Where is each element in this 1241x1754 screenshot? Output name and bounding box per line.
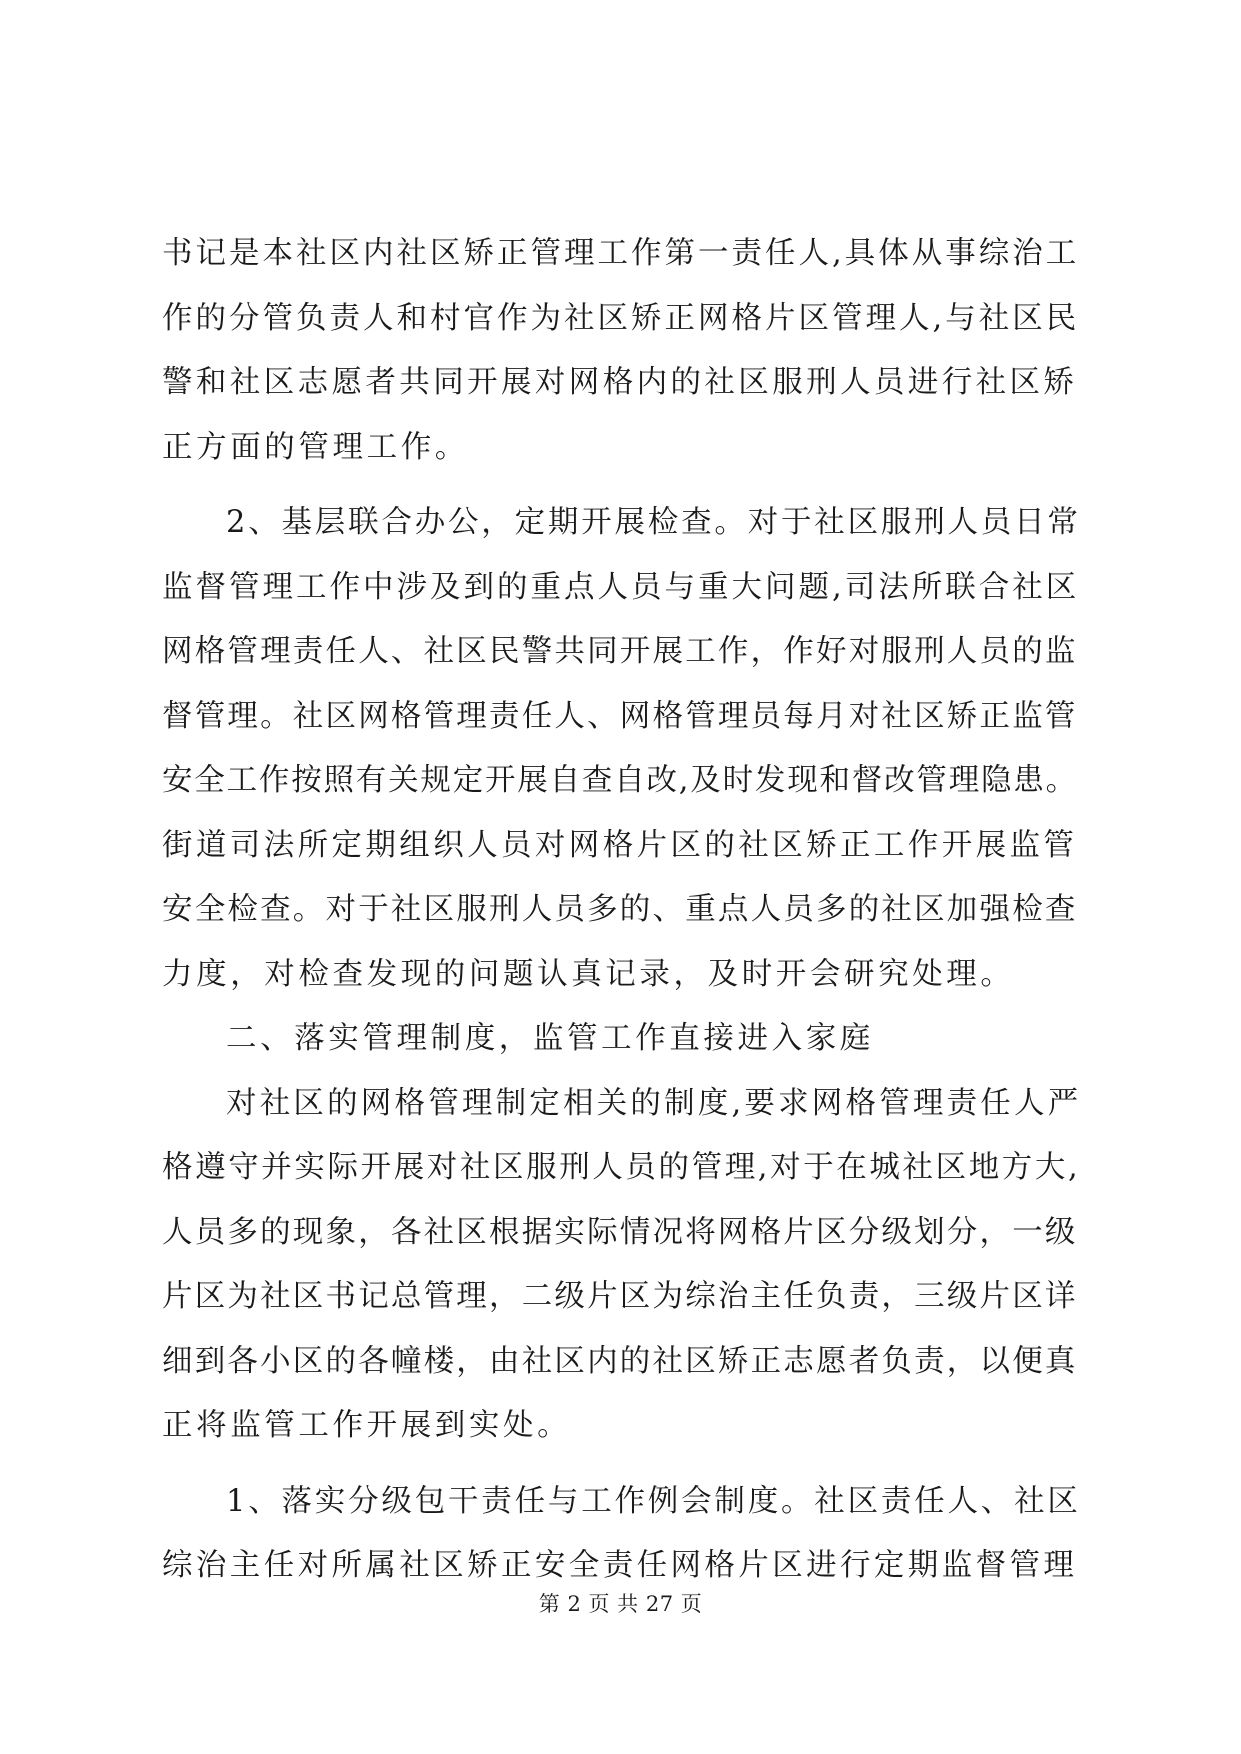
body-line: 作的分管负责人和村官作为社区矫正网格片区管理人,与社区民 (162, 300, 1080, 336)
body-line: 网格管理责任人、社区民警共同开展工作，作好对服刑人员的监 (162, 634, 1078, 669)
body-line: 2、基层联合办公，定期开展检查。对于社区服刑人员日常 (226, 505, 1081, 540)
body-line: 书记是本社区内社区矫正管理工作第一责任人,具体从事综治工 (162, 236, 1080, 271)
body-line: 片区为社区书记总管理，二级片区为综治主任负责，三级片区详 (162, 1279, 1078, 1314)
body-line: 综治主任对所属社区矫正安全责任网格片区进行定期监督管理 (162, 1548, 1078, 1583)
body-line: 格遵守并实际开展对社区服刑人员的管理,对于在城社区地方大, (162, 1150, 1081, 1185)
body-line: 督管理。社区网格管理责任人、网格管理员每月对社区矫正监管 (162, 698, 1078, 734)
page-footer: 第 2 页 共 27 页 (538, 1592, 703, 1616)
body-line: 街道司法所定期组织人员对网格片区的社区矫正工作开展监管 (162, 827, 1078, 863)
body-line: 监督管理工作中涉及到的重点人员与重大问题,司法所联合社区 (162, 569, 1080, 605)
body-line: 细到各小区的各幢楼，由社区内的社区矫正志愿者负责，以便真 (162, 1343, 1078, 1379)
body-line: 正将监管工作开展到实处。 (162, 1408, 572, 1443)
body-line: 正方面的管理工作。 (162, 429, 469, 465)
body-line: 二、落实管理制度，监管工作直接进入家庭 (226, 1021, 874, 1056)
body-line: 警和社区志愿者共同开展对网格内的社区服刑人员进行社区矫 (162, 365, 1078, 400)
body-line: 人员多的现象，各社区根据实际情况将网格片区分级划分，一级 (162, 1214, 1078, 1250)
body-line: 力度，对检查发现的问题认真记录，及时开会研究处理。 (162, 956, 1015, 992)
document-body (162, 222, 1082, 1599)
body-line: 安全检查。对于社区服刑人员多的、重点人员多的社区加强检查 (162, 892, 1078, 927)
body-line: 安全工作按照有关规定开展自查自改,及时发现和督改管理隐患。 (162, 763, 1078, 798)
body-line: 1、落实分级包干责任与工作例会制度。社区责任人、社区 (226, 1483, 1081, 1519)
body-line: 对社区的网格管理制定相关的制度,要求网格管理责任人严 (226, 1085, 1082, 1121)
